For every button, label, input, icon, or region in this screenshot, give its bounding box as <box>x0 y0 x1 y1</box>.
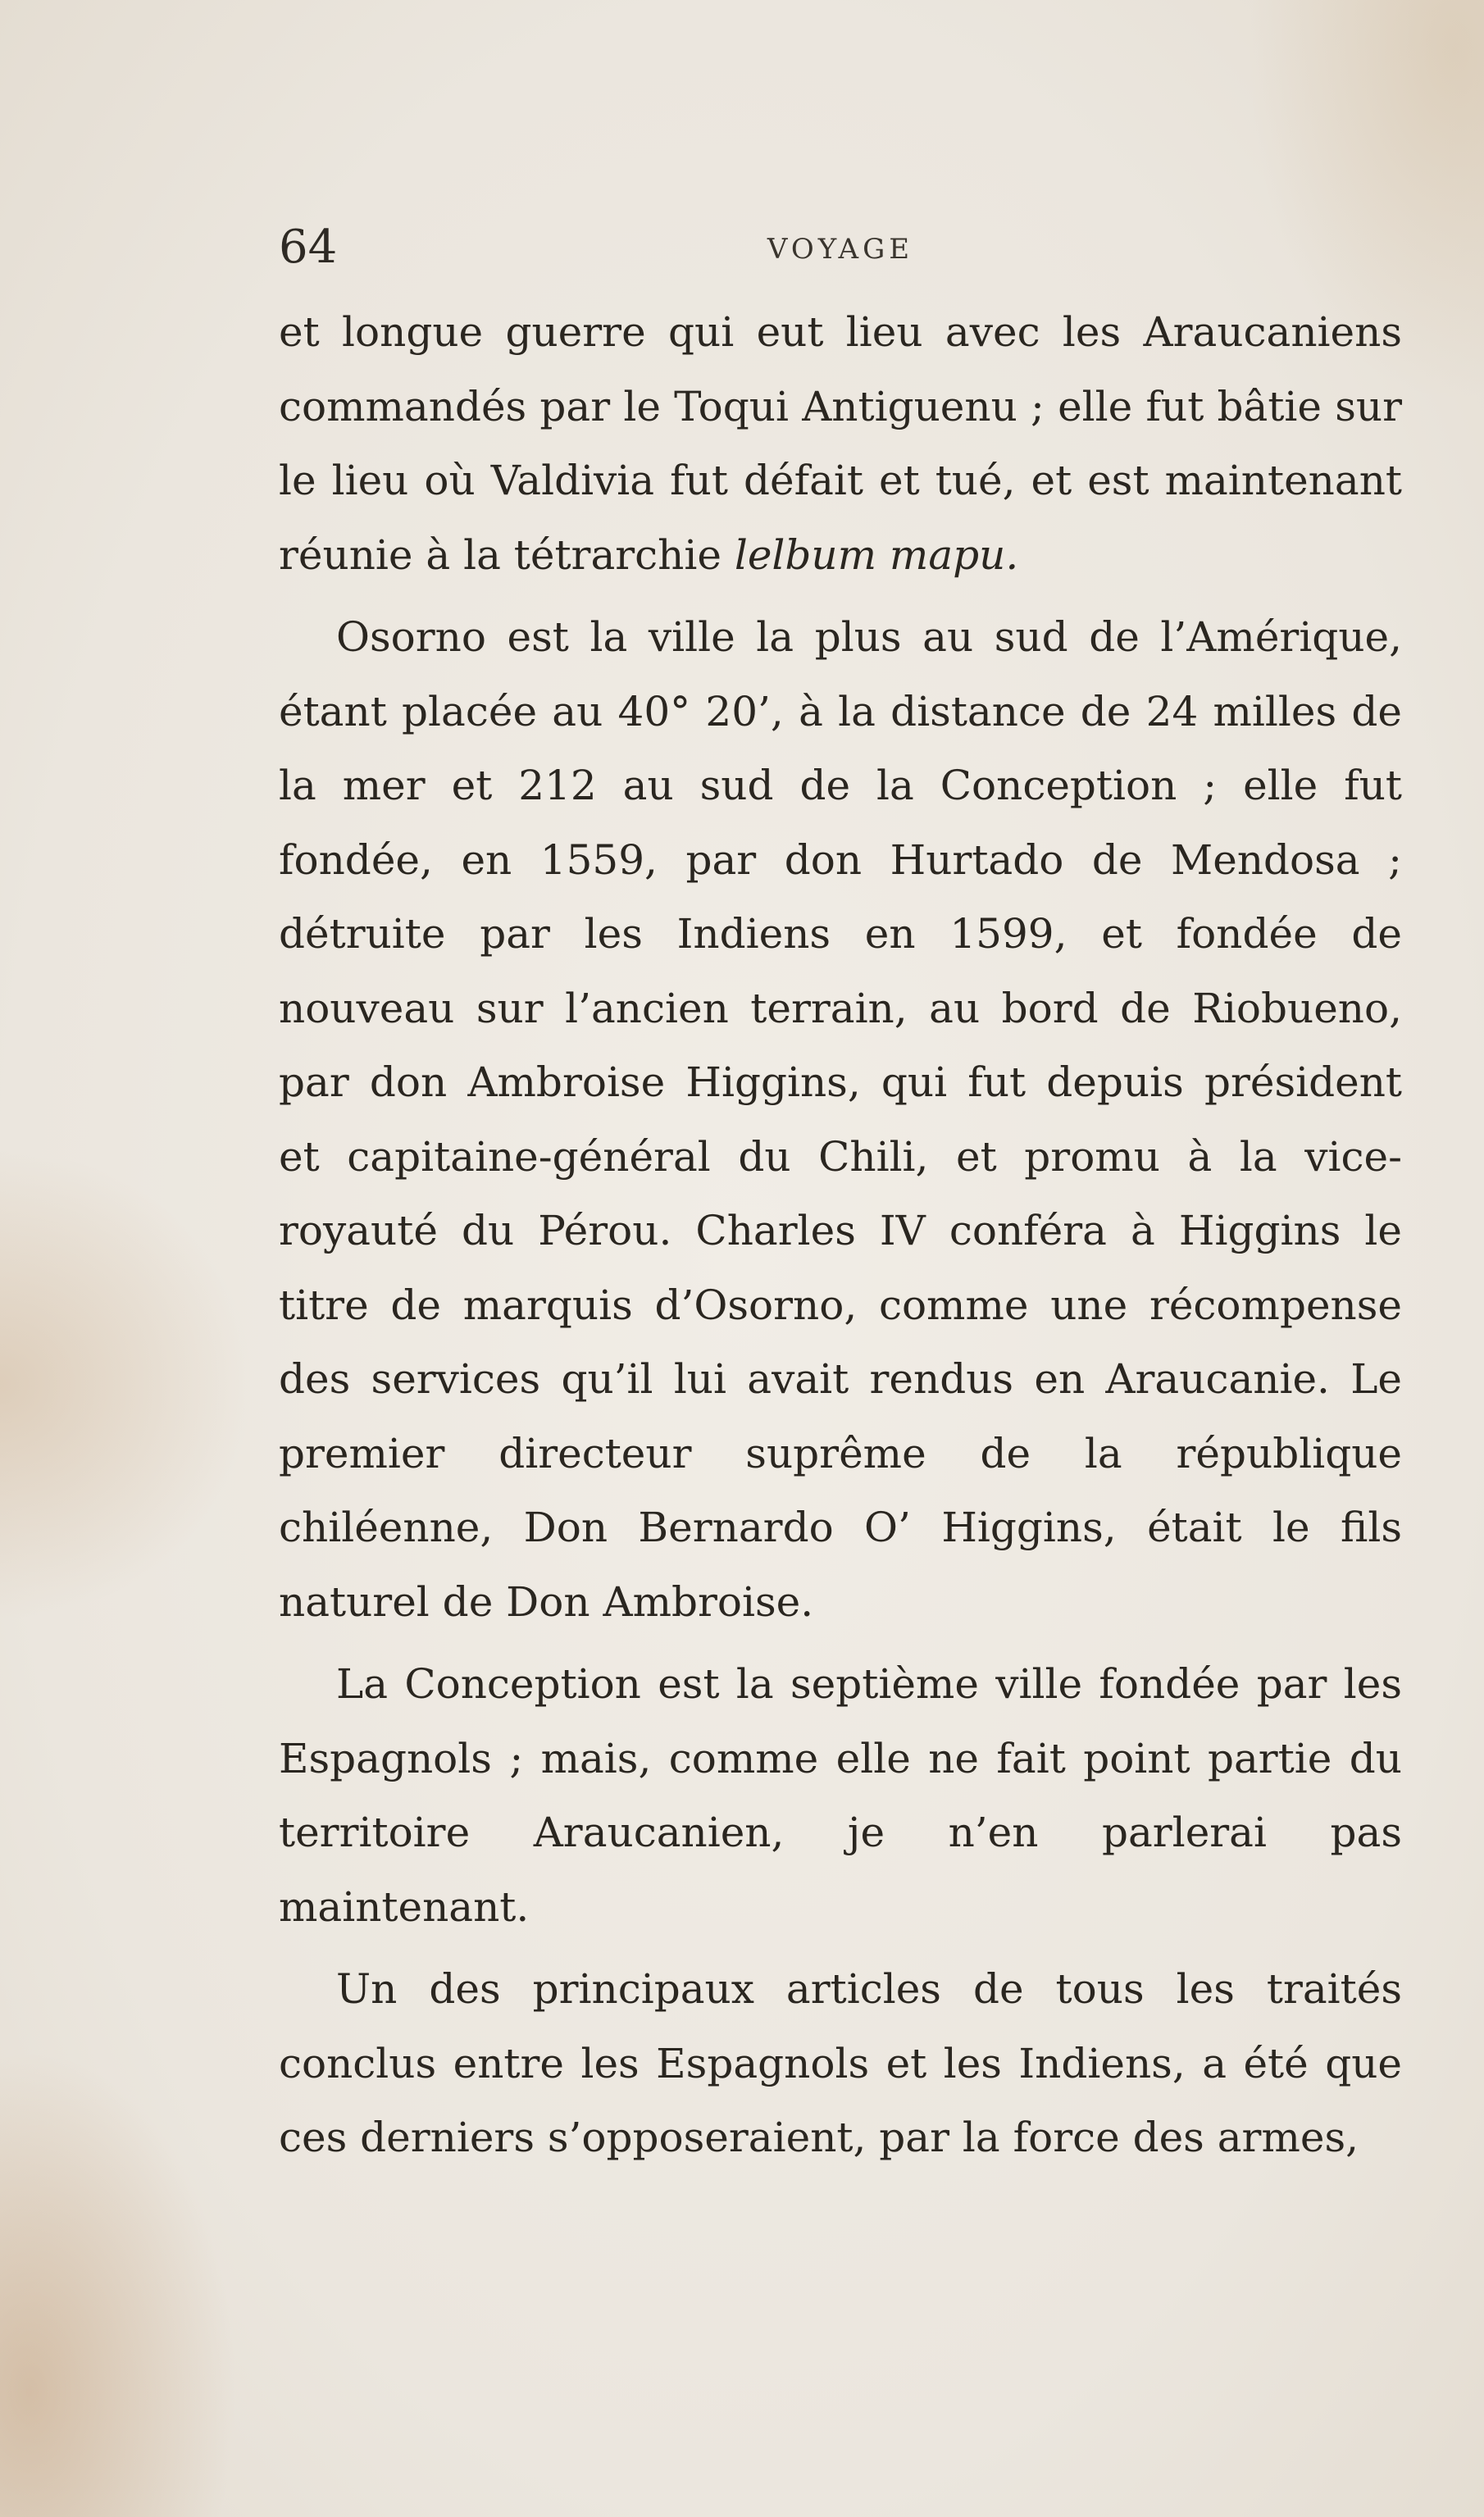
body-text <box>279 295 1402 2175</box>
paragraph-continuation <box>279 295 1402 592</box>
running-head: VOYAGE <box>767 233 914 266</box>
paragraph-text: et longue guerre qui eut lieu avec les Araucaniens commandés par le Toqui Antiguenu ; elle fut bâtie sur le lieu où Valdivia fut défait et tué, et est maintenant réunie à la tétrarchie <box>279 308 1402 579</box>
paragraph-osorno: Osorno est la ville la plus au sud de l’Amérique, étant placée au 40° 20’, à la distance de 24 milles de la mer et 212 au sud de la Conception ; elle fut fondée, en 1559, par don Hurtado de Mendosa ; détruite par les Indiens en 1599, et fondée de nouveau sur l’ancien terrain, au bord de Riobueno, par don Ambroise Higgins, qui fut depuis président et capitaine-général du Chili, et promu à la vice-royauté du Pérou. Charles IV conféra à Higgins le titre de marquis d’Osorno, comme une récompense des services qu’il lui avait rendus en Araucanie. Le premier directeur suprême de la république chiléenne, Don Bernardo O’ Higgins, était le fils naturel de Don Ambroise. <box>279 613 1402 1626</box>
paragraph-conception: La Conception est la septième ville fondée par les Espagnols ; mais, comme elle ne fait point partie du territoire Araucanien, je n’en parlerai pas maintenant. <box>279 1660 1402 1931</box>
page-number: 64 <box>279 221 338 274</box>
page-header <box>279 215 1402 280</box>
paragraph-traites: Un des principaux articles de tous les traités conclus entre les Espagnols et les Indiens, a été que ces derniers s’opposeraient, par la force des armes, <box>279 1965 1402 2161</box>
italic-term: lelbum mapu. <box>734 530 1019 579</box>
